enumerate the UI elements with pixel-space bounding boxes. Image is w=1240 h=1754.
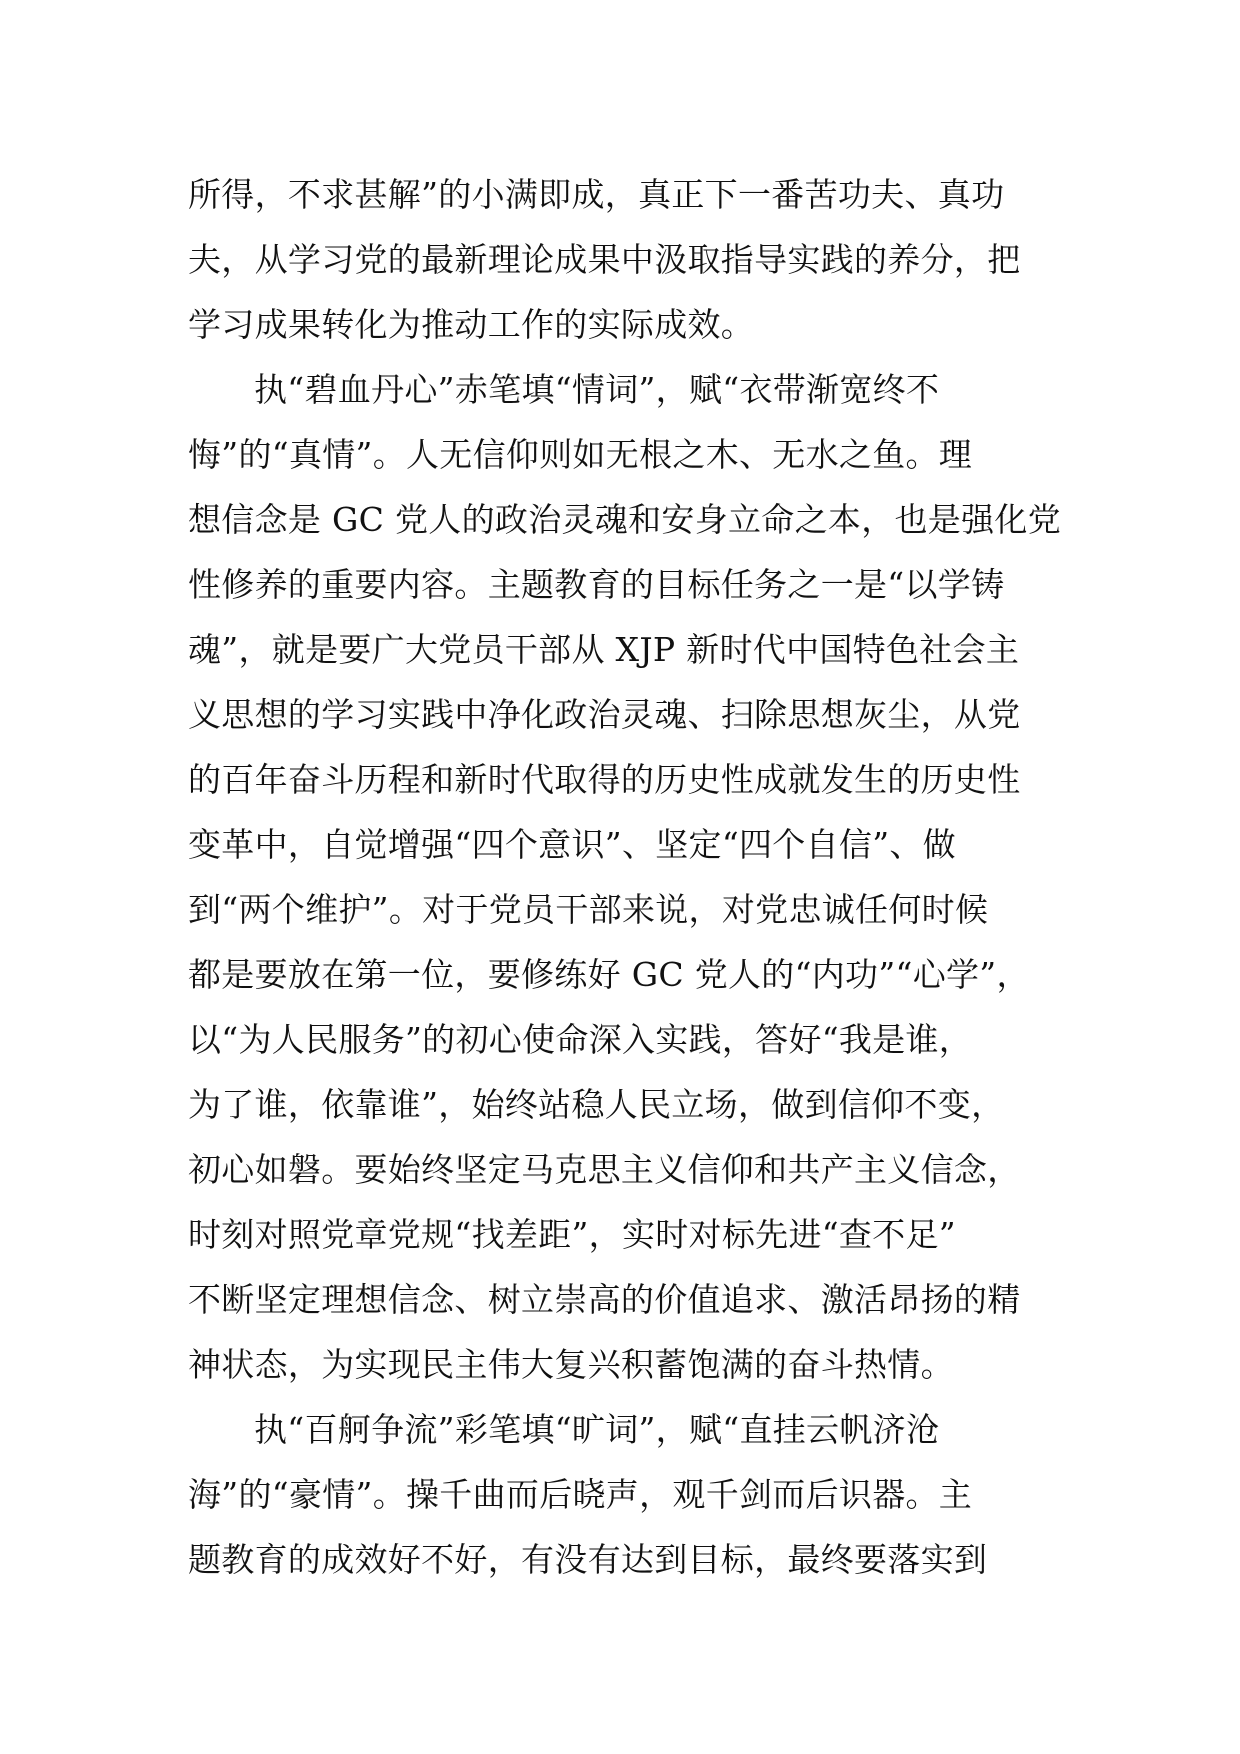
text-line: 魂”，就是要广大党员干部从 XJP 新时代中国特色社会主	[188, 630, 1020, 669]
text-line: 义思想的学习实践中净化政治灵魂、扫除思想灰尘，从党	[188, 695, 1021, 734]
paragraph-2	[188, 357, 1061, 1397]
paragraph-1	[188, 162, 1058, 357]
text-line: 的百年奋斗历程和新时代取得的历史性成就发生的历史性	[188, 760, 1021, 799]
text-line: 执“碧血丹心”赤笔填“情词”，赋“衣带渐宽终不	[254, 370, 940, 409]
text-line: 海”的“豪情”。操千曲而后晓声，观千剑而后识器。主	[188, 1475, 973, 1514]
text-line: 到“两个维护”。对于党员干部来说，对党忠诚任何时候	[188, 890, 989, 929]
text-line: 夫，从学习党的最新理论成果中汲取指导实践的养分，把	[188, 240, 1021, 279]
document-body	[188, 162, 1061, 1592]
text-line: 时刻对照党章党规“找差距”，实时对标先进“查不足”	[188, 1215, 956, 1254]
text-line: 性修养的重要内容。主题教育的目标任务之一是“以学铸	[188, 565, 1005, 604]
text-line: 所得，不求甚解”的小满即成，真正下一番苦功夫、真功	[188, 175, 1005, 214]
text-line: 不断坚定理想信念、树立崇高的价值追求、激活昂扬的精	[188, 1280, 1021, 1319]
text-line: 神状态，为实现民主伟大复兴积蓄饱满的奋斗热情。	[188, 1345, 954, 1384]
text-line: 学习成果转化为推动工作的实际成效。	[188, 305, 755, 344]
text-line: 悔”的“真情”。人无信仰则如无根之木、无水之鱼。理	[188, 435, 973, 474]
text-line: 题教育的成效好不好，有没有达到目标，最终要落实到	[188, 1540, 988, 1579]
text-line: 都是要放在第一位，要修练好 GC 党人的“内功”“心学”，	[188, 955, 1030, 994]
text-line: 执“百舸争流”彩笔填“旷词”，赋“直挂云帆济沧	[254, 1410, 940, 1449]
paragraph-3	[188, 1397, 1058, 1592]
text-line: 以“为人民服务”的初心使命深入实践，答好“我是谁，	[188, 1020, 973, 1059]
text-line: 想信念是 GC 党人的政治灵魂和安身立命之本，也是强化党	[188, 500, 1061, 539]
text-line: 初心如磐。要始终坚定马克思主义信仰和共产主义信念，	[188, 1150, 1021, 1189]
text-line: 为了谁，依靠谁”，始终站稳人民立场，做到信仰不变，	[188, 1085, 1005, 1124]
text-line: 变革中，自觉增强“四个意识”、坚定“四个自信”、做	[188, 825, 956, 864]
